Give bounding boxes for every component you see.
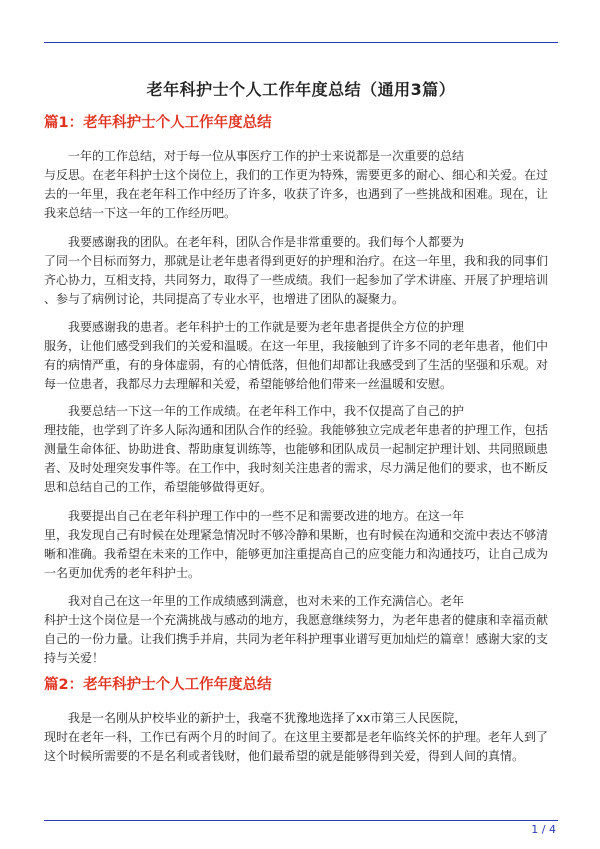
document-title: 老年科护士个人工作年度总结（通用3篇） bbox=[146, 80, 456, 99]
paragraph-line: 晰和准确。我希望在未来的工作中，能够更加注重提高自己的应变能力和沟通技巧，让自己成为 bbox=[44, 547, 549, 561]
paragraph bbox=[44, 592, 558, 668]
paragraph-line: 去的一年里，我在老年科工作中经历了许多，收获了许多，也遇到了一些挑战和困难。现在，让 bbox=[44, 187, 549, 201]
paragraph-line: 这个时候所需要的不是名利或者钱财，他们最希望的就是能够得到关爱，得到人间的真情。 bbox=[44, 749, 525, 763]
paragraph-line: 者、及时处理突发事件等。在工作中，我时刻关注患者的需求，尽力满足他们的要求，也不断反 bbox=[44, 461, 549, 475]
paragraph bbox=[44, 507, 558, 583]
paragraph-line: 我要总结一下这一年的工作成绩。在老年科工作中，我不仅提高了自己的护 bbox=[68, 404, 465, 418]
paragraph bbox=[44, 147, 558, 223]
paragraph-line: 里，我发现自己有时候在处理紧急情况时不够冷静和果断，也有时候在沟通和交流中表达不够清 bbox=[44, 528, 549, 542]
paragraph-line: 自己的一份力量。让我们携手并肩，共同为老年科护理事业谱写更加灿烂的篇章！感谢大家的支 bbox=[44, 632, 549, 646]
paragraph-line: 一名更加优秀的老年科护士。 bbox=[44, 566, 201, 580]
paragraph-line: 了同一个目标而努力，那就是让老年患者得到更好的护理和治疗。在这一年里，我和我的同事们 bbox=[44, 254, 549, 268]
paragraph-line: 我来总结一下这一年的工作经历吧。 bbox=[44, 206, 237, 220]
paragraph-line: 现时在老年一科，工作已有两个月的时间了。在这里主要都是老年临终关怀的护理。老年人到了 bbox=[44, 730, 549, 744]
paragraph-line: 我对自己在这一年里的工作成绩感到满意，也对未来的工作充满信心。老年 bbox=[68, 594, 465, 608]
paragraph bbox=[44, 402, 558, 497]
paragraph bbox=[44, 233, 558, 309]
paragraph-line: 每一位患者，我都尽力去理解和关爱，希望能够给他们带来一丝温暖和安慰。 bbox=[44, 377, 453, 391]
paragraph-line: 我要感谢我的团队。在老年科，团队合作是非常重要的。我们每个人都要为 bbox=[68, 235, 465, 249]
section-heading-2: 篇2：老年科护士个人工作年度总结 bbox=[44, 677, 272, 693]
paragraph-line: 我要提出自己在老年科护理工作中的一些不足和需要改进的地方。在这一年 bbox=[68, 509, 465, 523]
paragraph-line: 齐心协力，互相支持，共同努力，取得了一些成绩。我们一起参加了学术讲座、开展了护理培训 bbox=[44, 273, 549, 287]
paragraph-line: 、参与了病例讨论，共同提高了专业水平，也增进了团队的凝聚力。 bbox=[44, 292, 405, 306]
paragraph-line: 我要感谢我的患者。老年科护士的工作就是要为老年患者提供全方位的护理 bbox=[68, 320, 465, 334]
paragraph-line: 测量生命体征、协助进食、帮助康复训练等，也能够和团队成员一起制定护理计划、共同照顾患 bbox=[44, 442, 549, 456]
top-rule bbox=[44, 42, 558, 43]
paragraph-line: 服务，让他们感受到我们的关爱和温暖。在这一年里，我接触到了许多不同的老年患者，他们中 bbox=[44, 339, 549, 353]
paragraph-line: 与反思。在老年科护士这个岗位上，我们的工作更为特殊，需要更多的耐心、细心和关爱。在过 bbox=[44, 168, 549, 182]
paragraph-line: 我是一名刚从护校毕业的新护士，我毫不犹豫地选择了xx市第三人民医院， bbox=[68, 711, 467, 725]
paragraph-line: 理技能，也学到了许多人际沟通和团队合作的经验。我能够独立完成老年患者的护理工作，包括 bbox=[44, 423, 549, 437]
paragraph-line: 科护士这个岗位是一个充满挑战与感动的地方，我愿意继续努力，为老年患者的健康和幸福贡献 bbox=[44, 613, 549, 627]
bottom-rule bbox=[44, 820, 558, 821]
page-number: 1 / 4 bbox=[531, 823, 556, 836]
paragraph-line: 有的病情严重，有的身体虚弱，有的心情低落，但他们却都让我感受到了生活的坚强和乐观。对 bbox=[44, 358, 549, 372]
paragraph-line: 思和总结自己的工作，希望能够做得更好。 bbox=[44, 480, 273, 494]
paragraph-line: 持与关爱！ bbox=[44, 651, 105, 665]
section-heading-1: 篇1：老年科护士个人工作年度总结 bbox=[44, 115, 272, 131]
paragraph bbox=[44, 318, 558, 394]
paragraph bbox=[44, 709, 558, 766]
paragraph-line: 一年的工作总结，对于每一位从事医疗工作的护士来说都是一次重要的总结 bbox=[68, 149, 465, 163]
